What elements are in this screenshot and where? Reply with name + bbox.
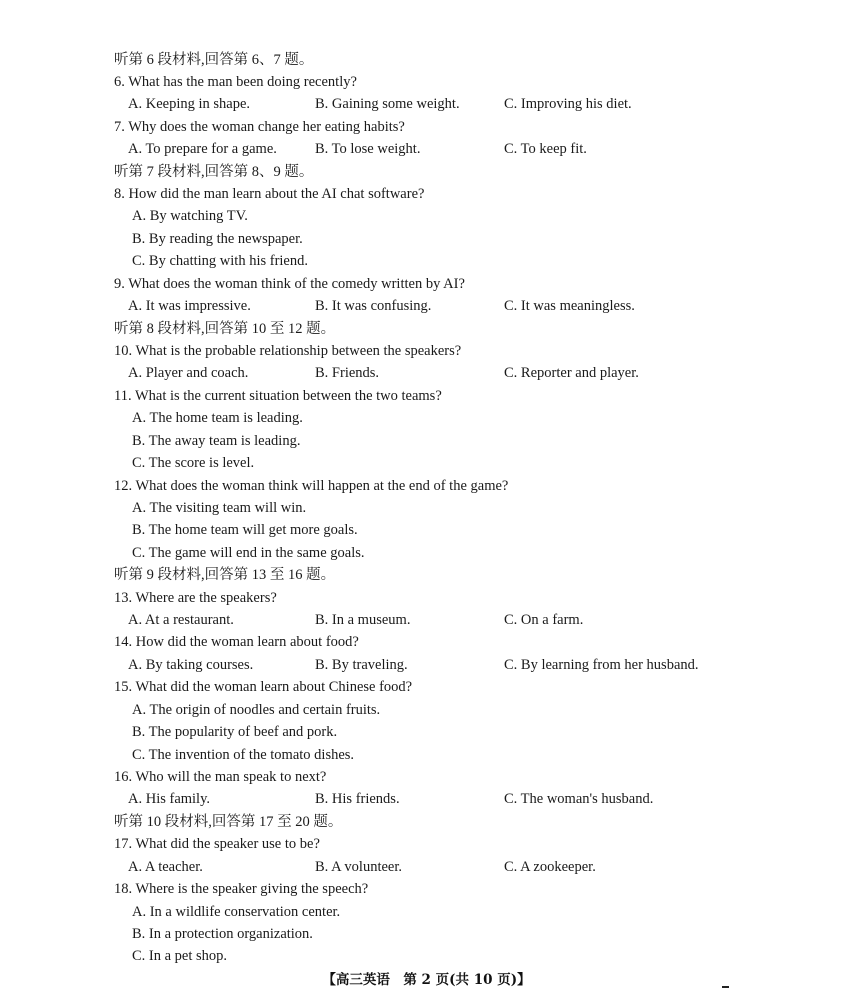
answer-option: A. The visiting team will win. xyxy=(132,499,307,516)
answer-option: B. Friends. xyxy=(315,365,380,382)
answer-option: B. The popularity of beef and pork. xyxy=(132,724,338,741)
question-text: 18. Where is the speaker giving the speech? xyxy=(114,881,369,897)
answer-option: A. In a wildlife conservation center. xyxy=(132,903,341,920)
answer-option: C. To keep fit. xyxy=(504,141,587,158)
answer-option: A. By taking courses. xyxy=(128,656,254,673)
question-text: 6. What has the man been doing recently? xyxy=(114,73,357,90)
section-header: 听第 9 段材料,回答第 13 至 16 题。 xyxy=(114,567,336,584)
answer-option: C. In a pet shop. xyxy=(132,948,228,965)
options-row xyxy=(0,362,843,384)
section-header: 听第 7 段材料,回答第 8、9 题。 xyxy=(114,163,314,180)
answer-option: C. The score is level. xyxy=(132,455,255,472)
answer-option: A. Player and coach. xyxy=(128,365,249,382)
options-row xyxy=(0,856,843,878)
answer-option: B. By traveling. xyxy=(315,656,408,673)
answer-option: C. The game will end in the same goals. xyxy=(132,544,365,561)
options-row xyxy=(0,93,843,115)
answer-option: A. By watching TV. xyxy=(132,208,248,225)
options-row xyxy=(0,654,843,676)
answer-option: B. A volunteer. xyxy=(315,858,402,875)
section-header: 听第 10 段材料,回答第 17 至 20 题。 xyxy=(114,813,343,830)
answer-option: A. The home team is leading. xyxy=(132,410,303,427)
options-row xyxy=(0,788,843,810)
options-row xyxy=(0,609,843,631)
answer-option: C. A zookeeper. xyxy=(504,858,596,875)
answer-option: A. A teacher. xyxy=(128,858,203,875)
answer-option: C. It was meaningless. xyxy=(504,298,635,315)
question-text: 17. What did the speaker use to be? xyxy=(114,836,320,853)
answer-option: C. The invention of the tomato dishes. xyxy=(132,746,355,763)
question-text: 14. How did the woman learn about food? xyxy=(114,634,359,651)
answer-option: B. It was confusing. xyxy=(315,298,432,315)
answer-option: B. To lose weight. xyxy=(315,141,421,158)
section-header: 听第 8 段材料,回答第 10 至 12 题。 xyxy=(114,320,336,337)
question-text: 9. What does the woman think of the comedy written by AI? xyxy=(114,275,465,292)
answer-option: B. In a museum. xyxy=(315,612,411,628)
answer-option: A. The origin of noodles and certain fruits. xyxy=(132,701,381,718)
answer-option: C. Improving his diet. xyxy=(504,96,632,113)
answer-option: B. His friends. xyxy=(315,791,400,808)
answer-option: A. To prepare for a game. xyxy=(128,141,277,158)
corner-mark xyxy=(722,986,729,988)
answer-option: B. The away team is leading. xyxy=(132,432,301,449)
question-text: 16. Who will the man speak to next? xyxy=(114,768,327,785)
answer-option: C. Reporter and player. xyxy=(504,365,639,382)
options-row xyxy=(0,295,843,317)
answer-option: A. It was impressive. xyxy=(128,298,251,315)
answer-option: C. On a farm. xyxy=(504,612,584,628)
question-text: 15. What did the woman learn about Chinese food? xyxy=(114,679,413,696)
question-text: 7. Why does the woman change her eating habits? xyxy=(114,118,405,135)
answer-option: A. At a restaurant. xyxy=(128,612,234,628)
answer-option: B. Gaining some weight. xyxy=(315,96,460,113)
options-row xyxy=(0,138,843,160)
answer-option: B. In a protection organization. xyxy=(132,925,313,942)
question-text: 13. Where are the speakers? xyxy=(114,589,277,606)
question-text: 8. How did the man learn about the AI chat software? xyxy=(114,186,425,202)
question-text: 10. What is the probable relationship between the speakers? xyxy=(114,343,462,359)
answer-option: A. Keeping in shape. xyxy=(128,96,251,113)
page-footer: 【高三英语 第 2 页(共 10 页)】 xyxy=(322,972,531,988)
section-header: 听第 6 段材料,回答第 6、7 题。 xyxy=(114,51,314,68)
question-text: 12. What does the woman think will happen at the end of the game? xyxy=(114,477,509,494)
answer-option: C. By chatting with his friend. xyxy=(132,253,308,270)
answer-option: C. By learning from her husband. xyxy=(504,656,699,673)
answer-option: B. By reading the newspaper. xyxy=(132,230,303,247)
question-text: 11. What is the current situation between the two teams? xyxy=(114,387,442,404)
answer-option: C. The woman's husband. xyxy=(504,791,654,808)
answer-option: B. The home team will get more goals. xyxy=(132,522,358,539)
answer-option: A. His family. xyxy=(128,791,211,808)
